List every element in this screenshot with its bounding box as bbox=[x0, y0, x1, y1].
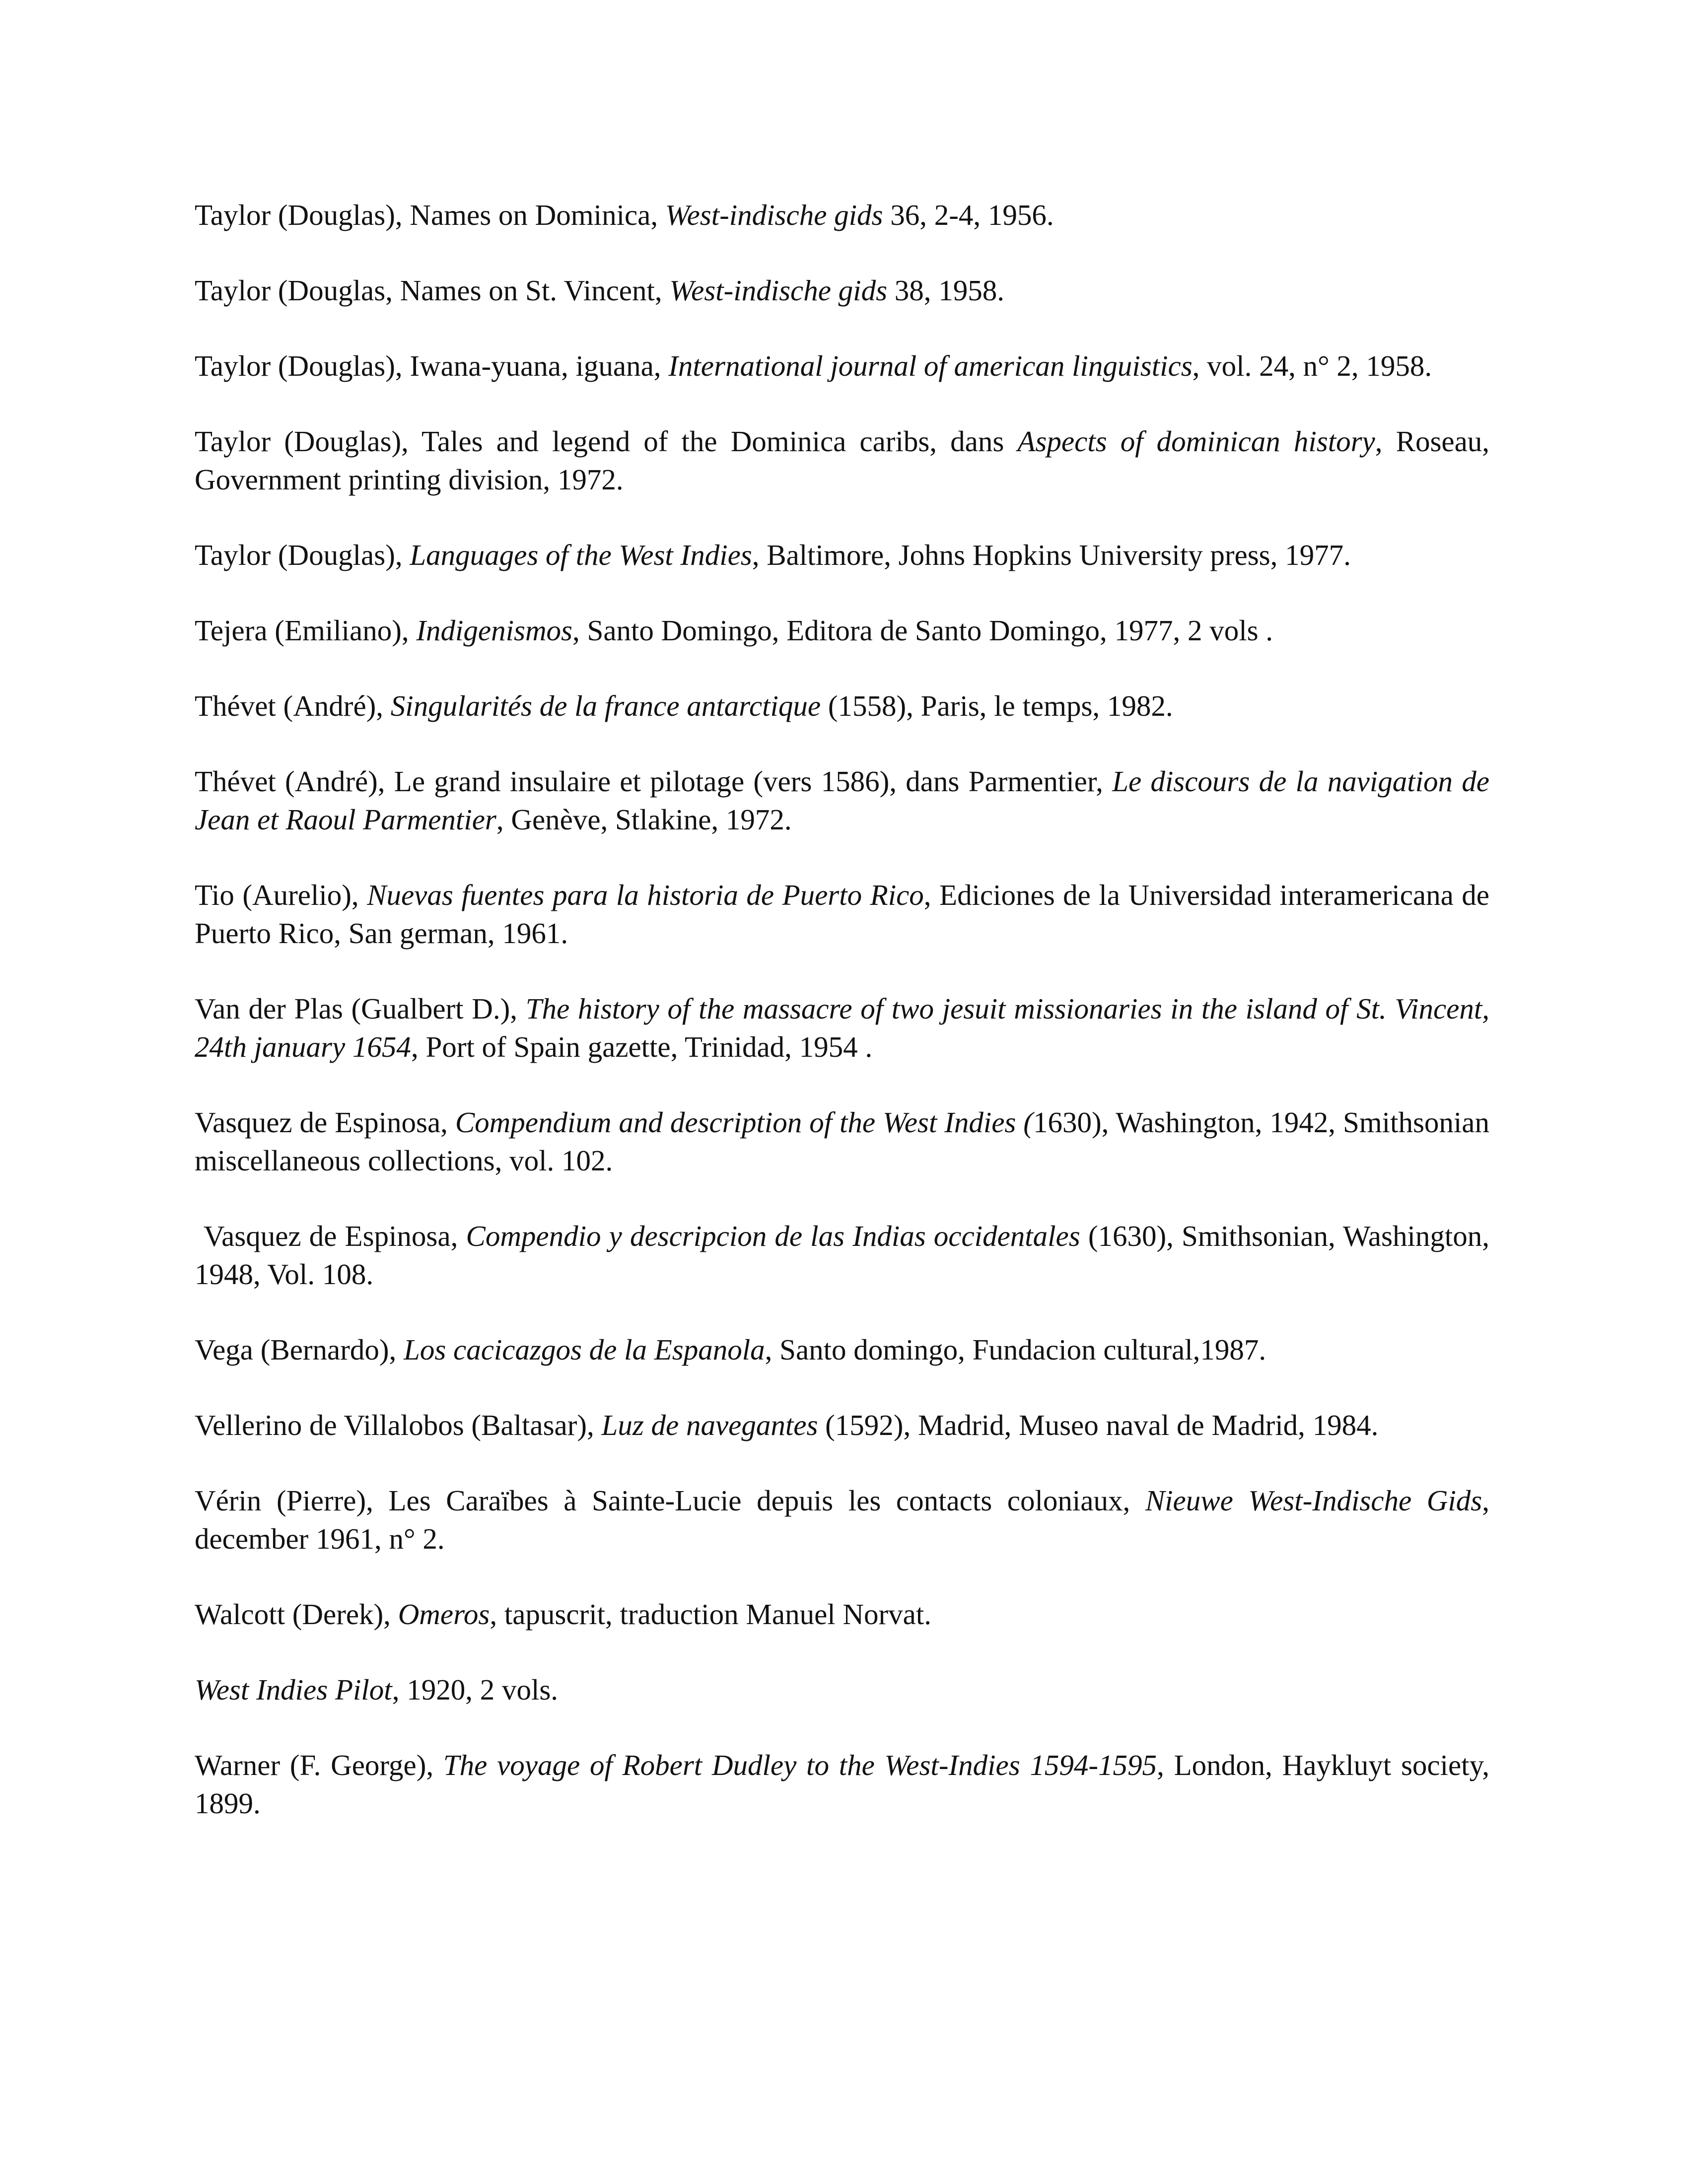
bibliography-entry: Van der Plas (Gualbert D.), The history of the massacre of two jesuit missionaries in the island of St. Vincent, 24th january 1654, Port of Spain gazette, Trinidad, 1954 . bbox=[195, 992, 1489, 1063]
bibliography-entry: West Indies Pilot, 1920, 2 vols. bbox=[195, 1673, 559, 1706]
bibliography-entry: Tio (Aurelio), Nuevas fuentes para la historia de Puerto Rico, Ediciones de la Universidad interamericana de Puerto Rico, San german, 1961. bbox=[195, 879, 1489, 950]
bibliography-entry: Warner (F. George), The voyage of Robert Dudley to the West-Indies 1594-1595, London, Haykluyt society, 1899. bbox=[195, 1749, 1489, 1820]
bibliography-page bbox=[195, 196, 1489, 1860]
bibliography-entry: Tejera (Emiliano), Indigenismos, Santo Domingo, Editora de Santo Domingo, 1977, 2 vols . bbox=[195, 614, 1273, 647]
bibliography-entry: Vega (Bernardo), Los cacicazgos de la Espanola, Santo domingo, Fundacion cultural,1987. bbox=[195, 1333, 1266, 1366]
bibliography-entry: Thévet (André), Le grand insulaire et pilotage (vers 1586), dans Parmentier, Le discours de la navigation de Jean et Raoul Parmentier, Genève, Stlakine, 1972. bbox=[195, 765, 1489, 836]
bibliography-entry: Vérin (Pierre), Les Caraïbes à Sainte-Lucie depuis les contacts coloniaux, Nieuwe West-Indische Gids, december 1961, n° 2. bbox=[195, 1484, 1489, 1555]
bibliography-entry: Vellerino de Villalobos (Baltasar), Luz de navegantes (1592), Madrid, Museo naval de Madrid, 1984. bbox=[195, 1409, 1379, 1441]
bibliography-entry: Taylor (Douglas), Tales and legend of the Dominica caribs, dans Aspects of dominican history, Roseau, Government printing division, 1972. bbox=[195, 425, 1490, 496]
bibliography-entry: Vasquez de Espinosa, Compendio y descripcion de las Indias occidentales (1630), Smithsonian, Washington, 1948, Vol. 108. bbox=[195, 1220, 1489, 1291]
bibliography-entry: Taylor (Douglas), Languages of the West Indies, Baltimore, Johns Hopkins University press, 1977. bbox=[195, 539, 1351, 571]
bibliography-entry: Vasquez de Espinosa, Compendium and description of the West Indies (1630), Washington, 1942, Smithsonian miscellaneous collections, vol. 102. bbox=[195, 1106, 1489, 1177]
bibliography-entry: Taylor (Douglas), Names on Dominica, West-indische gids 36, 2-4, 1956. bbox=[195, 199, 1054, 231]
bibliography-entry: Taylor (Douglas, Names on St. Vincent, West-indische gids 38, 1958. bbox=[195, 274, 1005, 307]
bibliography-entry: Taylor (Douglas), Iwana-yuana, iguana, International journal of american linguistics, vol. 24, n° 2, 1958. bbox=[195, 349, 1432, 382]
bibliography-entry: Thévet (André), Singularités de la france antarctique (1558), Paris, le temps, 1982. bbox=[195, 689, 1173, 722]
bibliography-entry: Walcott (Derek), Omeros, tapuscrit, traduction Manuel Norvat. bbox=[195, 1598, 931, 1631]
